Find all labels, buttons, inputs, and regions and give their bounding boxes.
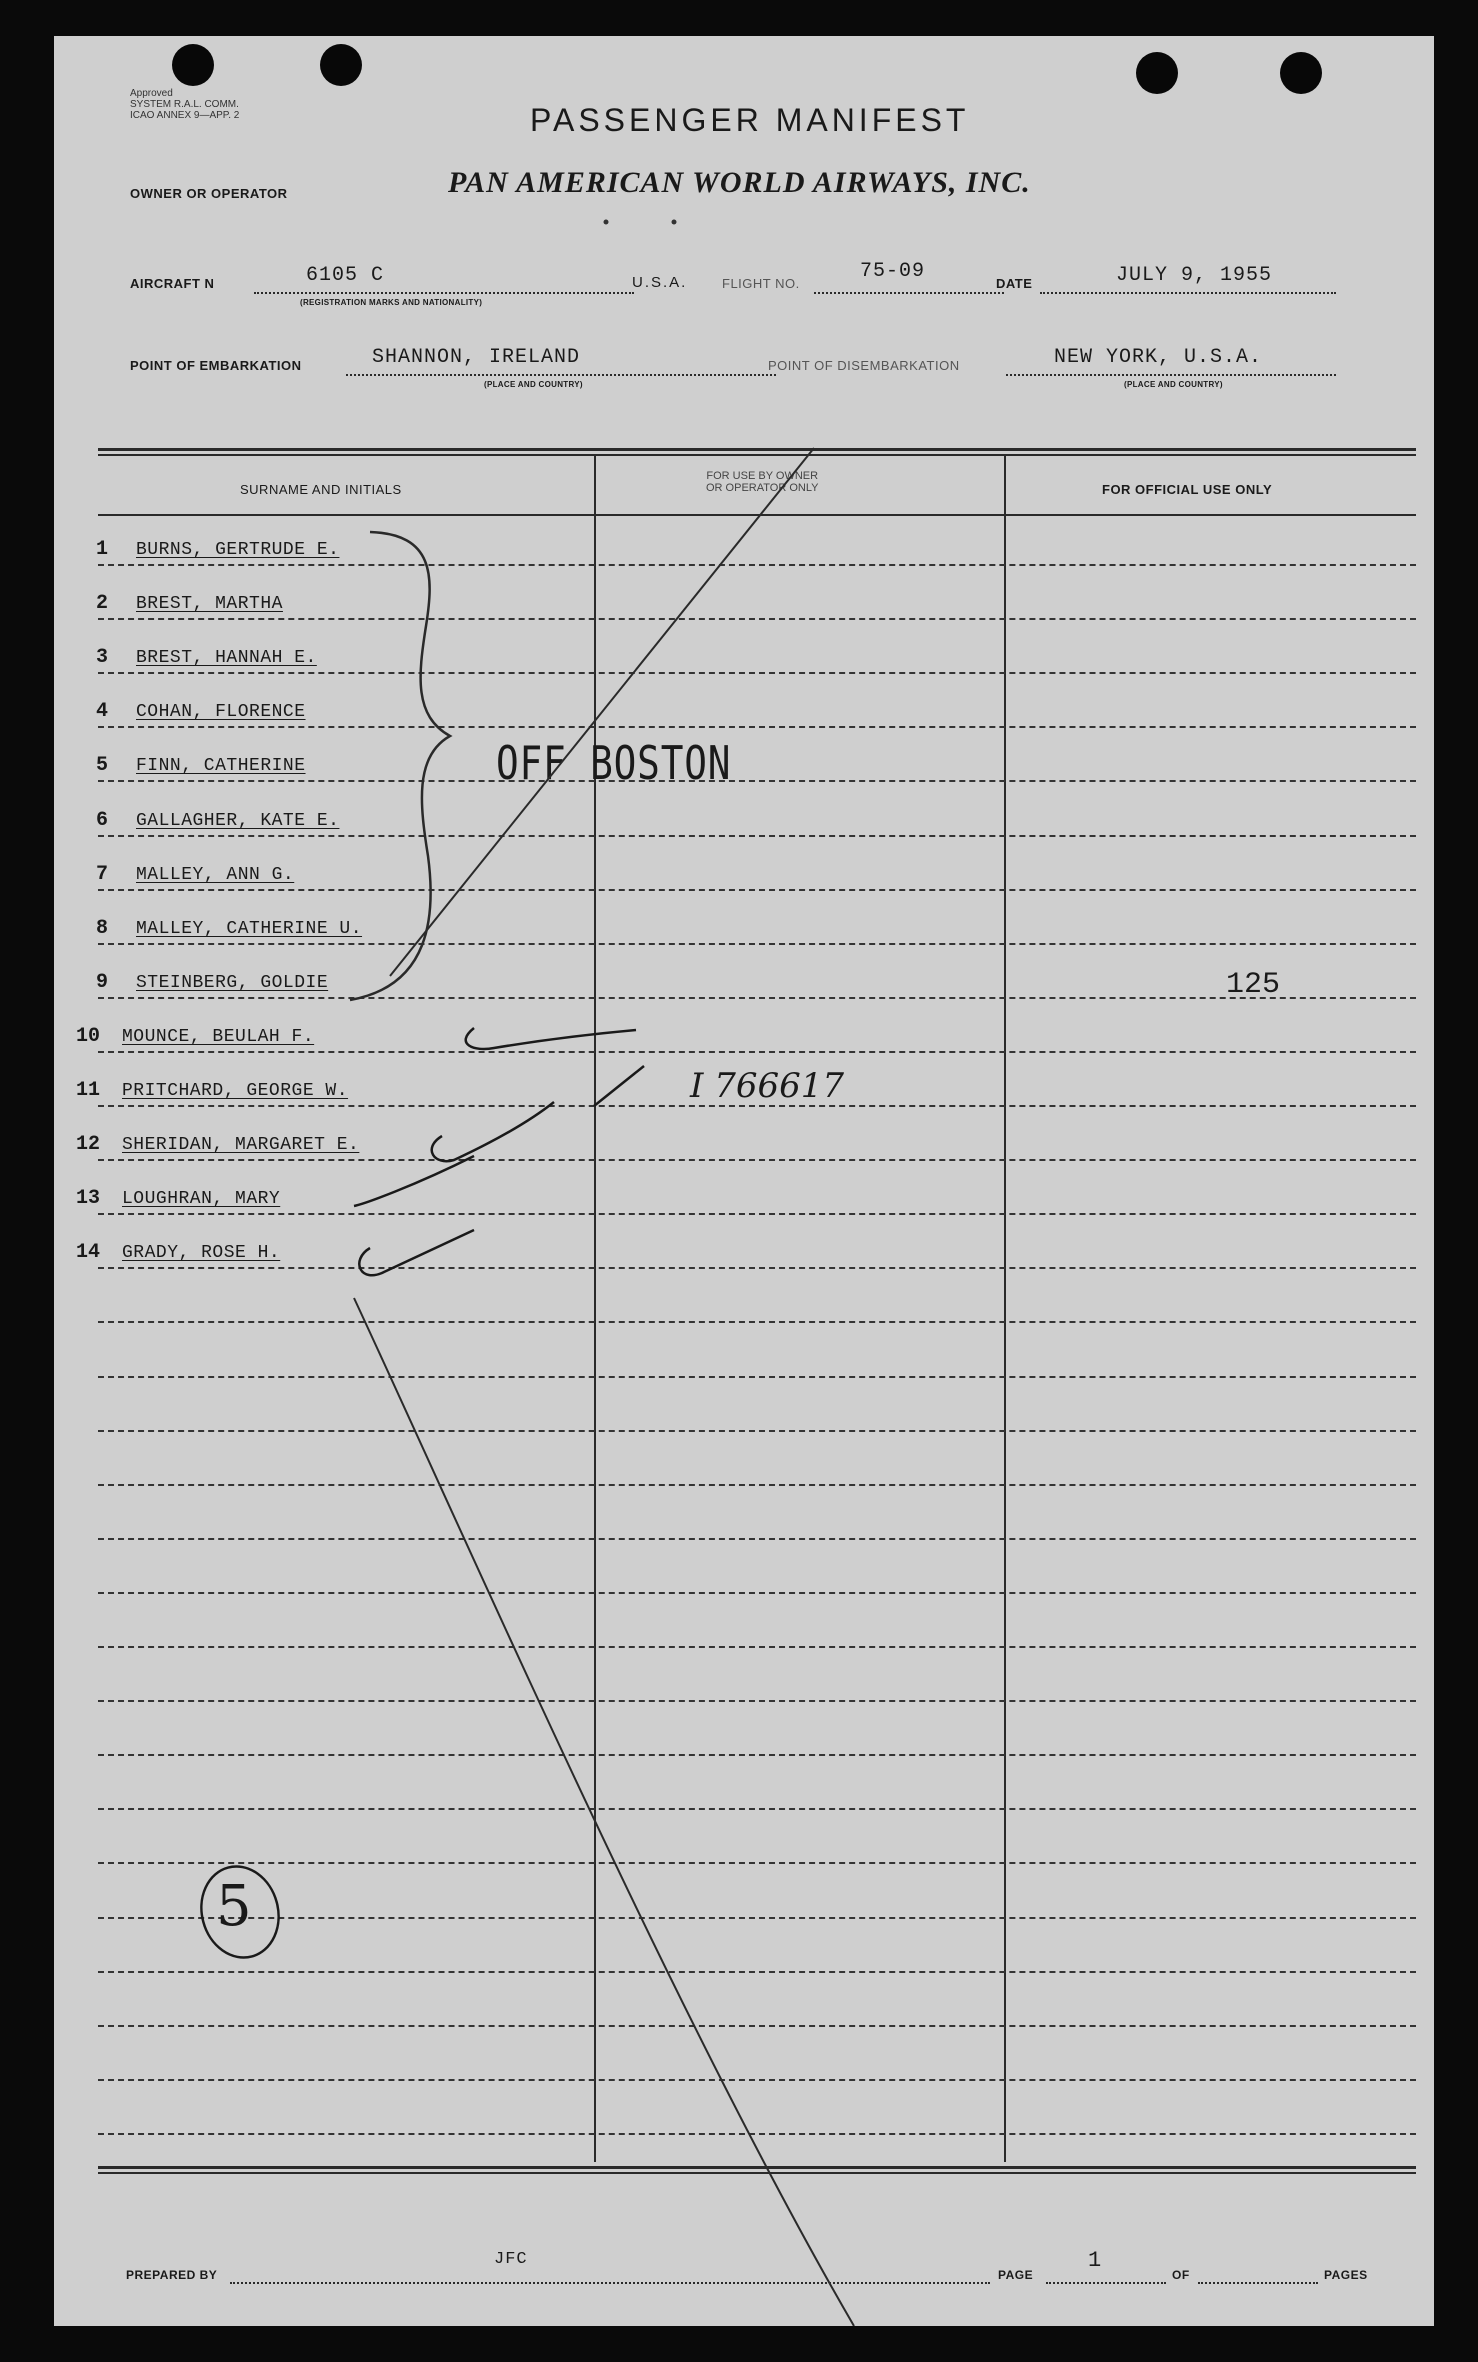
pages-label: PAGES xyxy=(1324,2268,1368,2282)
owner-value: PAN AMERICAN WORLD AIRWAYS, INC. xyxy=(448,166,1031,199)
passenger-name: PRITCHARD, GEORGE W. xyxy=(122,1081,349,1101)
passenger-number: 6 xyxy=(96,809,109,832)
column-header-official-use: FOR OFFICIAL USE ONLY xyxy=(1102,482,1273,497)
handwritten-id: I 766617 xyxy=(690,1066,845,1106)
form-note-line: Approved xyxy=(130,88,173,99)
disembarkation-sublabel: (PLACE AND COUNTRY) xyxy=(1124,380,1223,389)
passenger-name: FINN, CATHERINE xyxy=(136,756,306,776)
circle-mark xyxy=(191,1858,288,1967)
embarkation-label: POINT OF EMBARKATION xyxy=(130,358,302,373)
disembarkation-value: NEW YORK, U.S.A. xyxy=(1054,346,1263,369)
passenger-name: BREST, HANNAH E. xyxy=(136,648,317,668)
prepared-by-label: PREPARED BY xyxy=(126,2268,218,2282)
passenger-number: 10 xyxy=(76,1025,101,1048)
passenger-number: 2 xyxy=(96,592,109,615)
flight-value: 75-09 xyxy=(860,260,926,283)
passenger-number: 3 xyxy=(96,646,109,669)
page-number: 1 xyxy=(1088,2248,1103,2273)
passenger-name: LOUGHRAN, MARY xyxy=(122,1189,281,1209)
passenger-number: 4 xyxy=(96,700,109,723)
brace-mark xyxy=(350,532,450,1000)
disembarkation-label: POINT OF DISEMBARKATION xyxy=(768,358,960,373)
passenger-number: 11 xyxy=(76,1079,101,1102)
passenger-name: BURNS, GERTRUDE E. xyxy=(136,540,340,560)
passenger-name: SHERIDAN, MARGARET E. xyxy=(122,1135,360,1155)
pen-marks xyxy=(54,36,1434,2326)
passenger-name: GALLAGHER, KATE E. xyxy=(136,811,340,831)
manifest-page xyxy=(54,36,1434,2326)
passenger-name: MALLEY, CATHERINE U. xyxy=(136,919,363,939)
diagonal-stroke xyxy=(354,1298,854,2326)
passenger-number: 1 xyxy=(96,538,109,561)
owner-use-line: FOR USE BY OWNER xyxy=(706,470,819,482)
passenger-number: 13 xyxy=(76,1187,101,1210)
passenger-name: MOUNCE, BEULAH F. xyxy=(122,1027,315,1047)
prepared-by-value: JFC xyxy=(494,2250,528,2269)
column-header-surname: SURNAME AND INITIALS xyxy=(240,482,402,497)
passenger-name: GRADY, ROSE H. xyxy=(122,1243,281,1263)
page-label: PAGE xyxy=(998,2268,1034,2282)
check-mark xyxy=(466,1028,636,1049)
page-title: PASSENGER MANIFEST xyxy=(530,102,970,138)
check-mark xyxy=(594,1066,644,1106)
form-note-line: ICAO ANNEX 9—APP. 2 xyxy=(130,110,240,121)
owner-use-line: OR OPERATOR ONLY xyxy=(706,482,819,494)
official-number: 125 xyxy=(1226,968,1281,1002)
aircraft-sublabel: (REGISTRATION MARKS AND NATIONALITY) xyxy=(300,298,483,307)
passenger-number: 8 xyxy=(96,917,109,940)
date-value: JULY 9, 1955 xyxy=(1116,264,1273,287)
passenger-name: COHAN, FLORENCE xyxy=(136,702,306,722)
off-boston-stamp: OFF BOSTON xyxy=(496,736,732,790)
check-mark xyxy=(354,1156,474,1206)
nationality-label: U.S.A. xyxy=(632,274,688,291)
check-mark xyxy=(359,1230,474,1275)
date-label: DATE xyxy=(996,276,1033,291)
passenger-name: MALLEY, ANN G. xyxy=(136,865,295,885)
embarkation-sublabel: (PLACE AND COUNTRY) xyxy=(484,380,583,389)
diagonal-stroke xyxy=(390,448,814,976)
of-label: OF xyxy=(1172,2268,1190,2282)
passenger-number: 12 xyxy=(76,1133,101,1156)
flight-label: FLIGHT NO. xyxy=(722,276,800,291)
circled-number: 5 xyxy=(216,1874,252,1939)
passenger-name: STEINBERG, GOLDIE xyxy=(136,973,329,993)
owner-label: OWNER OR OPERATOR xyxy=(130,186,288,201)
form-note-line: SYSTEM R.A.L. COMM. xyxy=(130,99,239,110)
aircraft-label: AIRCRAFT N xyxy=(130,276,215,291)
aircraft-value: 6105 C xyxy=(306,264,385,287)
check-mark xyxy=(432,1102,554,1161)
passenger-number: 5 xyxy=(96,754,109,777)
passenger-name: BREST, MARTHA xyxy=(136,594,283,614)
passenger-number: 7 xyxy=(96,863,109,886)
passenger-number: 14 xyxy=(76,1241,101,1264)
embarkation-value: SHANNON, IRELAND xyxy=(372,346,581,369)
passenger-number: 9 xyxy=(96,971,109,994)
